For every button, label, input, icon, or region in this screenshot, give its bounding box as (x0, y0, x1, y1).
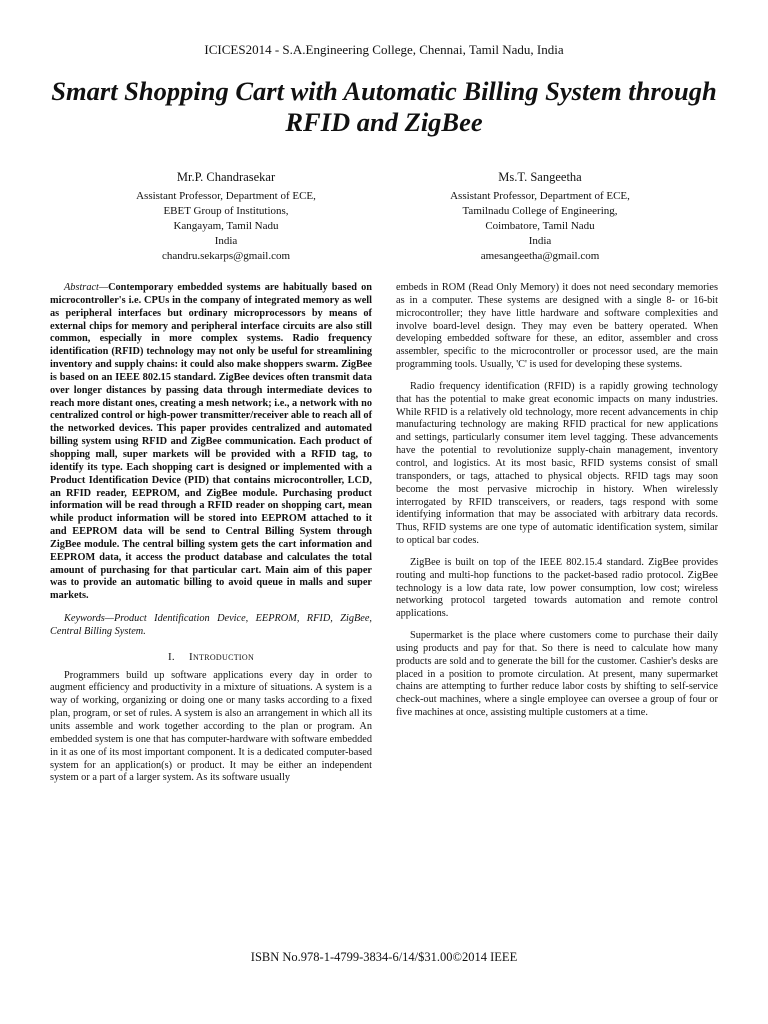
conference-header: ICICES2014 - S.A.Engineering College, Chennai, Tamil Nadu, India (204, 42, 564, 57)
author-affiliation-line: EBET Group of Institutions, (163, 205, 289, 217)
author-affiliation-line: Assistant Professor, Department of ECE, (450, 190, 630, 202)
abstract-text: Contemporary embedded systems are habitually based on microcontroller's i.e. CPUs in the company of integrated memory as well as peripheral interfaces but ordinary microprocessors by means of external chips for memory and peripheral interface circuits are also still common, especially in more complex systems. Radio frequency identification (RFID) technology may not only be useful for streamlining inventory and supply chains: it could also make shoppers swarm. ZigBee is based on an IEEE 802.15 standard. ZigBee devices often transmit data over longer distances by passing data through intermediate devices to reach more distant ones, creating a mesh network; i.e., a network with no centralized control or high-power transmitter/receiver able to reach all of the networked devices. This paper provides centralized and automated billing system using RFID and ZigBee communication. Each product of shopping mall, super markets will be provided with a RFID tag, to identify its type. Each shopping cart is designed or implemented with a Product Identification Device (PID) that contains microcontroller, LCD, an RFID reader, EEPROM, and ZigBee module. Purchasing product information will be read through a RFID reader on shopping cart, mean while product information will be stored into EEPROM attached to it and EEPROM data will be send to Central Billing System through ZigBee module. The central billing system gets the cart information and EEPROM data, it access the product database and calculates the total amount of purchasing for that particular cart. Main aim of this paper was to provide an automatic billing to avoid queue in malls and super markets. (50, 282, 372, 602)
section-number: I. (167, 650, 175, 663)
paragraph-rfid: Radio frequency identification (RFID) is a rapidly growing technology that has the potential to make great economic impacts on many industries. While RFID is a relatively old technology, more recent advancements in chip manufacturing technology are making RFID practical for new applications and settings, particularly consumer item level tagging. These advancements have the potential to revolutionize supply-chain management, inventory control, and logistics. At its most basic, RFID systems consist of small transponders, or tags, attached to physical objects. RFID tags may soon become the most pervasive microchip in history. When wirelessly interrogated by RFID transceivers, or readers, tags respond with some identifying information that may be associated with arbitrary data records. Thus, RFID systems are one type of automatic identification system, similar to optical bar codes. (396, 380, 718, 547)
section-title: Introduction (188, 650, 255, 663)
author-affiliation-line: Coimbatore, Tamil Nadu (485, 220, 595, 232)
paper-title: Smart Shopping Cart with Automatic Billing System through RFID and ZigBee (51, 76, 717, 137)
paragraph-intro: Programmers build up software applications every day in order to augment efficiency and productivity in a mixture of situations. A system is a way of working, organizing or doing one or many tasks according to a fixed plan, program, or set of rules. A system is also an arrangement in which all its units assemble and work together according to the plan or program. An embedded system is one that has computer-hardware with software embedded in it as one of its most important component. It is a dedicated computer-based system for an application(s) or product. It may be either an independent system or a part of a larger system. As its software usually (50, 669, 372, 784)
isbn-footer: ISBN No.978-1-4799-3834-6/14/$31.00©2014 IEEE (250, 950, 518, 964)
author-email: chandru.sekarps@gmail.com (161, 250, 291, 262)
author-block-1 (76, 170, 376, 264)
author-affiliation-line: Kangayam, Tamil Nadu (173, 220, 279, 232)
author-name: Mr.P. Chandrasekar (176, 170, 276, 184)
author-email: amesangeetha@gmail.com (480, 250, 600, 262)
abstract-lead: Abstract— (64, 282, 109, 293)
author-affiliation-line: Assistant Professor, Department of ECE, (136, 190, 316, 202)
paragraph-supermarket: Supermarket is the place where customers come to purchase their daily using products and pay for that. So there is need to calculate how many products are sold and to generate the bill for the customer. Cashier's desks are placed in a position to promote circulation. At present, many supermarket chains are attempting to further reduce labor costs by shifting to self-service check-out machines, where a single employee can oversee a group of four or five machines at once, assisting multiple customers at a time. (396, 630, 718, 719)
author-block-2 (390, 170, 690, 264)
author-affiliation-line: Tamilnadu College of Engineering, (462, 205, 618, 217)
author-affiliation-line: India (528, 235, 552, 247)
abstract (50, 282, 372, 603)
author-affiliation-line: India (214, 235, 238, 247)
paragraph-intro-continued: embeds in ROM (Read Only Memory) it does not need secondary memories as in a computer. These systems are designed with a single 8- or 16-bit microcontroller; they have little hardware and software complexities and involve board-level design. They may even be battery operated. When developing embedded software for these, an editor, assembler and cross assembler, specific to the microcontroller or processor used, are the main programming tools. Usually, 'C' is used for developing these systems. (396, 282, 718, 371)
right-column (396, 282, 718, 729)
paragraph-zigbee: ZigBee is built on top of the IEEE 802.15.4 standard. ZigBee provides routing and multi-hop functions to the packet-based radio protocol. ZigBee technology is a low data rate, low power consumption, low cost; wireless networking protocol targeted towards automation and remote control applications. (396, 556, 718, 620)
left-column (50, 282, 372, 794)
keywords: Keywords—Product Identification Device, EEPROM, RFID, ZigBee, Central Billing System. (50, 613, 372, 637)
author-name: Ms.T. Sangeetha (498, 170, 582, 184)
section-heading-introduction (50, 651, 372, 664)
